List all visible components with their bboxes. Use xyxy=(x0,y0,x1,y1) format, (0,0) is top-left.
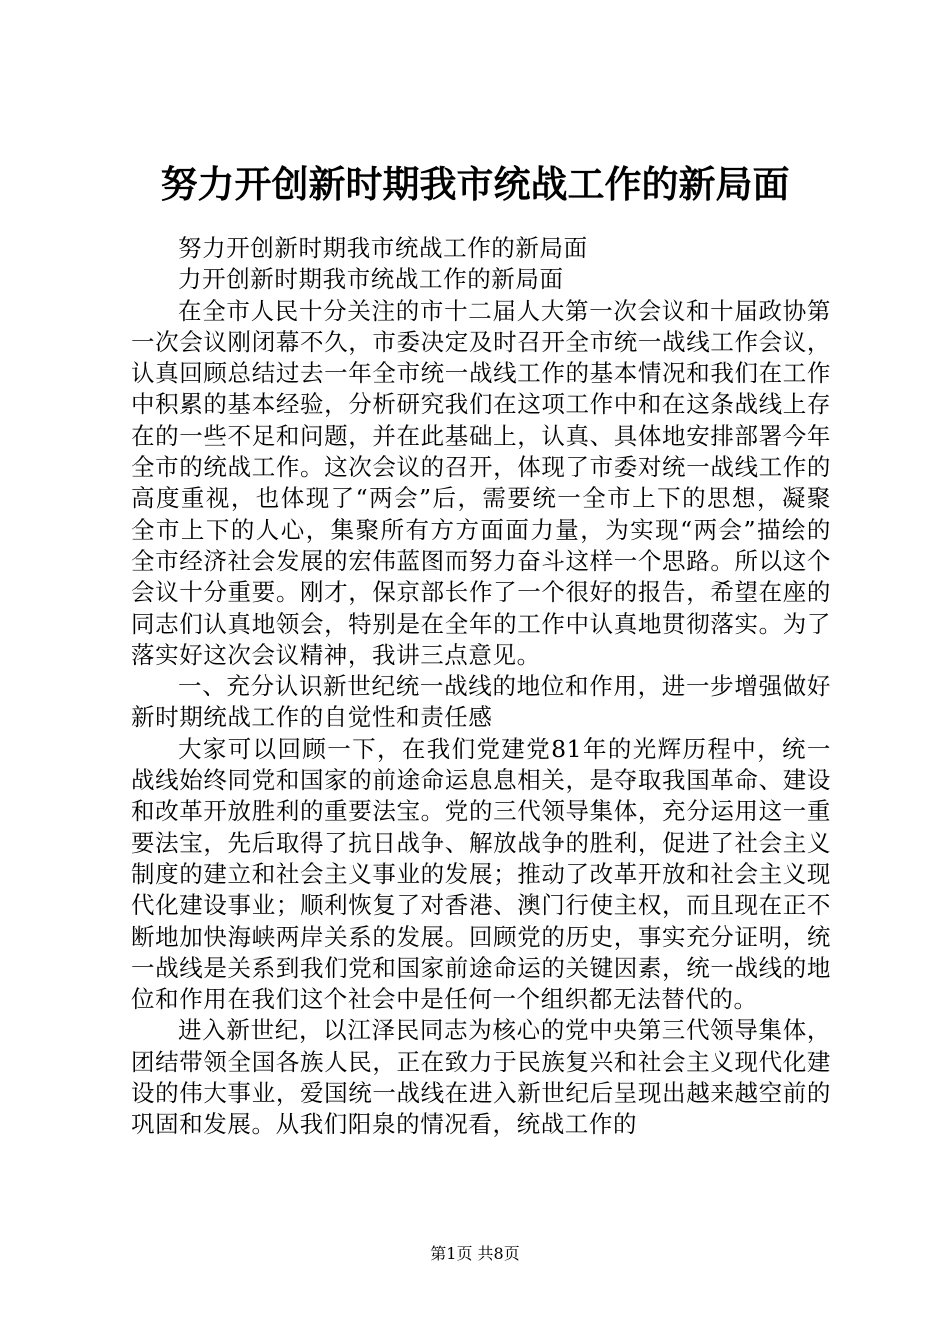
paragraph-intro: 在全市人民十分关注的市十二届人大第一次会议和十届政协第一次会议刚闭幕不久，市委决定及时召开全市统一战线工作会议，认真回顾总结过去一年全市统一战线工作的基本情况和我们在工作中积累的基本经验，分析研究我们在这项工作中和在这条战线上存在的一些不足和问题，并在此基础上，认真、具体地安排部署今年全市的统战工作。这次会议的召开，体现了市委对统一战线工作的高度重视，也体现了“两会”后，需要统一全市上下的思想，凝聚全市上下的人心，集聚所有方方面面力量，为实现“两会”描绘的全市经济社会发展的宏伟蓝图而努力奋斗这样一个思路。所以这个会议十分重要。刚才，保京部长作了一个很好的报告，希望在座的同志们认真地领会，特别是在全年的工作中认真地贯彻落实。为了落实好这次会议精神，我讲三点意见。 xyxy=(131,296,831,669)
paragraph-new-century: 进入新世纪，以江泽民同志为核心的党中央第三代领导集体，团结带领全国各族人民，正在致力于民族复兴和社会主义现代化建设的伟大事业，爱国统一战线在进入新世纪后呈现出越来越空前的巩固和发展。从我们阳泉的情况看，统战工作的 xyxy=(131,1016,831,1139)
section-heading-1: 一、充分认识新世纪统一战线的地位和作用，进一步增强做好新时期统战工作的自觉性和责任感 xyxy=(131,672,831,732)
document-body xyxy=(131,233,831,1141)
paragraph-history: 大家可以回顾一下，在我们党建党81年的光辉历程中，统一战线始终同党和国家的前途命运息息相关，是夺取我国革命、建设和改革开放胜利的重要法宝。党的三代领导集体，充分运用这一重要法宝，先后取得了抗日战争、解放战争的胜利，促进了社会主义制度的建立和社会主义事业的发展；推动了改革开放和社会主义现代化建设事业；顺利恢复了对香港、澳门行使主权，而且现在正不断地加快海峡两岸关系的发展。回顾党的历史，事实充分证明，统一战线是关系到我们党和国家前途命运的关键因素，统一战线的地位和作用在我们这个社会中是任何一个组织都无法替代的。 xyxy=(131,734,831,1014)
paragraph-subtitle-2: 力开创新时期我市统战工作的新局面 xyxy=(178,265,564,294)
document-title: 努力开创新时期我市统战工作的新局面 xyxy=(160,162,790,206)
paragraph-subtitle-1: 努力开创新时期我市统战工作的新局面 xyxy=(178,234,588,262)
page-number-footer: 第1页 共8页 xyxy=(430,1244,520,1263)
